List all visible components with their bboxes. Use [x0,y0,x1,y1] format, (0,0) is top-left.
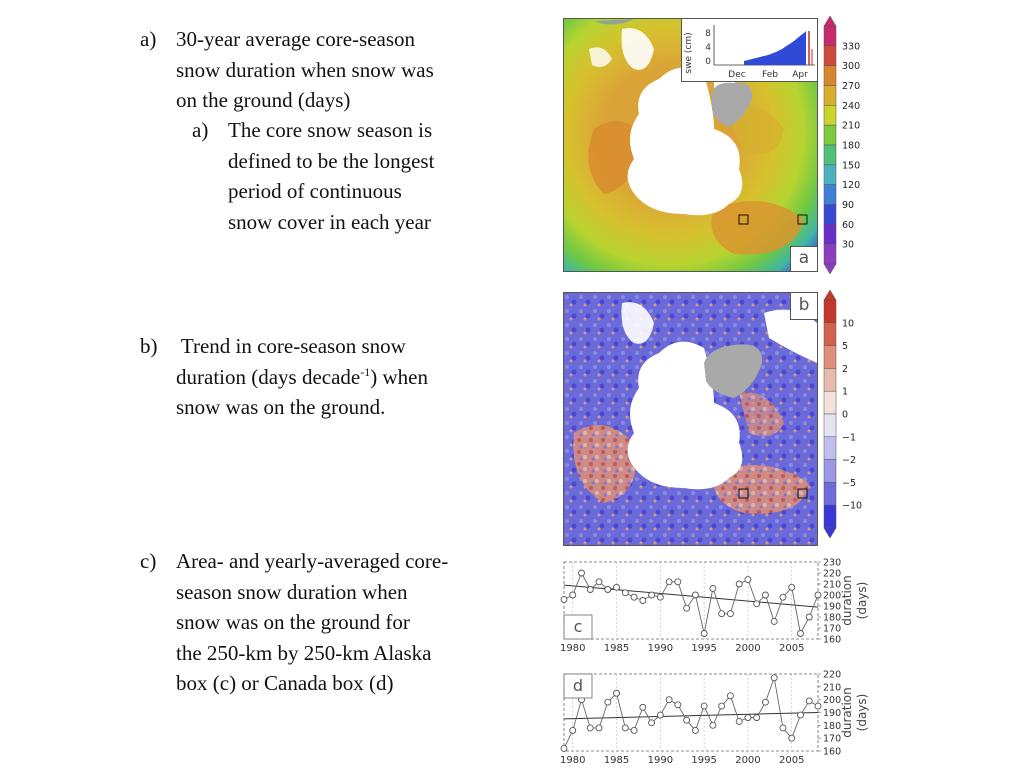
chart-d [548,664,888,766]
colorbar-swatch [824,414,836,437]
colorbar-swatch [824,125,836,145]
data-point [789,735,795,741]
colorbar-tick: 0 [842,409,849,421]
data-point [701,703,707,709]
data-point [762,699,768,705]
colorbar-tick: −2 [842,455,857,467]
data-point [640,704,646,710]
data-point [631,727,637,733]
y-tick-label: 190 [823,601,842,613]
y-axis-label: (days) [855,693,869,732]
colorbar-tick: 120 [842,180,861,192]
colorbar-tick: 10 [842,318,855,330]
y-tick-label: 230 [823,557,842,569]
colorbar-tick: 1 [842,386,849,398]
colorbar-swatch [824,368,836,391]
colorbar-swatch [824,482,836,505]
data-point [780,594,786,600]
caption-a-sub-line: snow cover in each year [228,209,431,234]
panel-letter: c [573,617,583,636]
data-point [719,611,725,617]
caption-a-sub-line: period of continuous [228,179,402,203]
colorbar-tick: 5 [842,341,849,353]
caption-b-line: snow was on the ground. [176,395,386,419]
inset-ytick: 8 [705,29,711,39]
chart-c [548,552,888,654]
caption-b-line: Trend in core-season snow [176,334,406,358]
colorbar-tick: 210 [842,120,861,132]
data-point [736,581,742,587]
data-point [605,699,611,705]
data-point [587,725,593,731]
colorbar-tick: −1 [842,432,857,444]
colorbar-tick: 270 [842,81,861,92]
colorbar-swatch [824,185,836,205]
data-point [727,611,733,617]
caption-c-line: box (c) or Canada box (d) [176,671,394,695]
data-point [561,745,567,751]
data-point [719,703,725,709]
data-point [797,712,803,718]
colorbar-swatch [824,244,836,264]
data-point [657,712,663,718]
colorbar-a [820,16,870,276]
data-point [657,594,663,600]
colorbar-swatch [824,145,836,165]
colorbar-swatch [824,165,836,185]
data-point [701,631,707,637]
x-tick-label: 1985 [603,643,630,654]
colorbar-swatch [824,323,836,346]
colorbar-tick: 240 [842,100,861,112]
colorbar-swatch [824,66,836,86]
map-b-image [564,293,817,545]
caption-a-line: on the ground (days) [176,88,351,112]
panel-letter-a: a [790,246,817,271]
data-point [649,720,655,726]
data-point [806,698,812,704]
data-point [587,587,593,593]
colorbar-arrow-top [824,290,836,300]
data-point [570,727,576,733]
data-point [797,631,803,637]
data-point [666,697,672,703]
x-tick-label: 1980 [560,755,586,766]
panel-letter: d [572,676,584,695]
y-tick-label: 160 [823,746,842,758]
data-point [596,725,602,731]
colorbar-swatch [824,437,836,460]
data-point [622,590,628,596]
data-point [815,703,821,709]
colorbar-tick: 330 [842,41,861,53]
panel-letter-b: b [790,293,817,320]
colorbar-swatch [824,105,836,125]
caption-c-line: season snow duration when [176,579,408,604]
y-tick-label: 220 [823,669,842,681]
data-point [727,693,733,699]
x-tick-label: 1995 [691,643,717,654]
swe-inset [681,18,818,82]
data-point [745,715,751,721]
colorbar-tick: 2 [842,363,849,375]
colorbar-tick: −5 [842,477,857,489]
colorbar-arrow-bottom [824,528,836,538]
caption-a-line: snow duration when snow was [176,57,434,82]
inset-ytick: 0 [705,57,711,67]
y-axis-label: (days) [855,581,869,620]
data-point [605,587,611,593]
inset-ytick: 4 [705,43,711,53]
x-tick-label: 1980 [560,643,586,654]
y-axis-label: duration [840,687,854,738]
y-tick-label: 210 [823,579,842,591]
data-point [675,702,681,708]
colorbar-swatch [824,205,836,225]
colorbar-tick: 60 [842,219,855,231]
colorbar-swatch [824,300,836,323]
data-point [631,594,637,600]
y-tick-label: 170 [823,733,842,745]
data-point [684,717,690,723]
y-tick-label: 220 [823,568,842,580]
data-point [754,601,760,607]
data-point [640,598,646,604]
swe-area [744,31,806,65]
caption-b-line: duration (days decade$^{-1}$) when [176,364,428,389]
caption-c-label: c) [140,549,157,573]
inset-xtick: Apr [792,70,808,80]
x-tick-label: 2005 [778,755,805,766]
data-point [596,579,602,585]
data-point [579,570,585,576]
y-tick-label: 200 [823,695,842,707]
caption-c-line: the 250-km by 250-km Alaska [176,640,432,665]
data-point [806,614,812,620]
data-point [684,605,690,611]
colorbar-swatch [824,46,836,66]
x-tick-label: 1990 [647,643,674,654]
caption-b-label: b) [140,334,158,358]
colorbar-tick: 150 [842,160,861,172]
data-point [561,596,567,602]
colorbar-b [820,290,870,540]
inset-xtick: Dec [728,70,746,80]
colorbar-swatch [824,505,836,528]
x-tick-label: 1990 [647,755,674,766]
x-tick-label: 2005 [778,643,805,654]
data-point [789,584,795,590]
data-point [745,577,751,583]
map-a [563,18,818,272]
colorbar-tick: 30 [842,239,855,251]
colorbar-tick: 300 [842,61,861,73]
colorbar-arrow-bottom [824,264,836,274]
caption-a-label: a) [140,27,157,51]
colorbar-swatch [824,26,836,46]
data-point [692,727,698,733]
data-point [622,725,628,731]
colorbar-tick: −10 [842,500,863,512]
y-tick-label: 180 [823,612,842,624]
y-tick-label: 160 [823,634,842,646]
data-point [692,592,698,598]
colorbar-swatch [824,391,836,414]
caption-a-sub-line: defined to be the longest [228,148,435,173]
x-tick-label: 2000 [735,643,761,654]
data-point [780,725,786,731]
colorbar-tick: 90 [842,200,855,211]
colorbar-swatch [824,346,836,369]
x-tick-label: 1985 [603,755,630,766]
y-tick-label: 200 [823,590,842,602]
y-tick-label: 210 [823,682,842,694]
colorbar-arrow-top [824,16,836,26]
data-point [570,592,576,598]
plot-frame [564,562,818,639]
map-b [563,292,818,546]
caption-c-line: snow was on the ground for [176,610,410,634]
y-axis-label: duration [840,575,854,626]
caption-a-line: 30-year average core-season [176,27,416,51]
inset-ylabel: swe (cm) [684,32,694,74]
data-point [736,718,742,724]
data-point [771,618,777,624]
colorbar-swatch [824,460,836,483]
caption-a-sub-line: The core snow season is [228,118,433,142]
y-tick-label: 180 [823,720,842,732]
data-point [675,579,681,585]
caption-c-line: Area- and yearly-averaged core- [176,549,449,573]
y-tick-label: 190 [823,708,842,719]
caption-a-sub-label: a) [192,118,209,142]
data-point [815,592,821,598]
data-point [754,715,760,721]
data-point [762,592,768,598]
data-point [710,722,716,728]
data-point [666,579,672,585]
x-tick-label: 2000 [735,755,761,766]
data-point [614,690,620,696]
colorbar-tick: 180 [842,140,861,152]
x-tick-label: 1995 [691,755,717,766]
y-tick-label: 170 [823,623,842,635]
data-point [649,592,655,598]
colorbar-swatch [824,86,836,106]
data-point [614,584,620,590]
data-point [771,675,777,681]
data-point [710,585,716,591]
superscript: -1 [360,364,371,379]
inset-xtick: Feb [762,70,778,80]
colorbar-swatch [824,224,836,244]
